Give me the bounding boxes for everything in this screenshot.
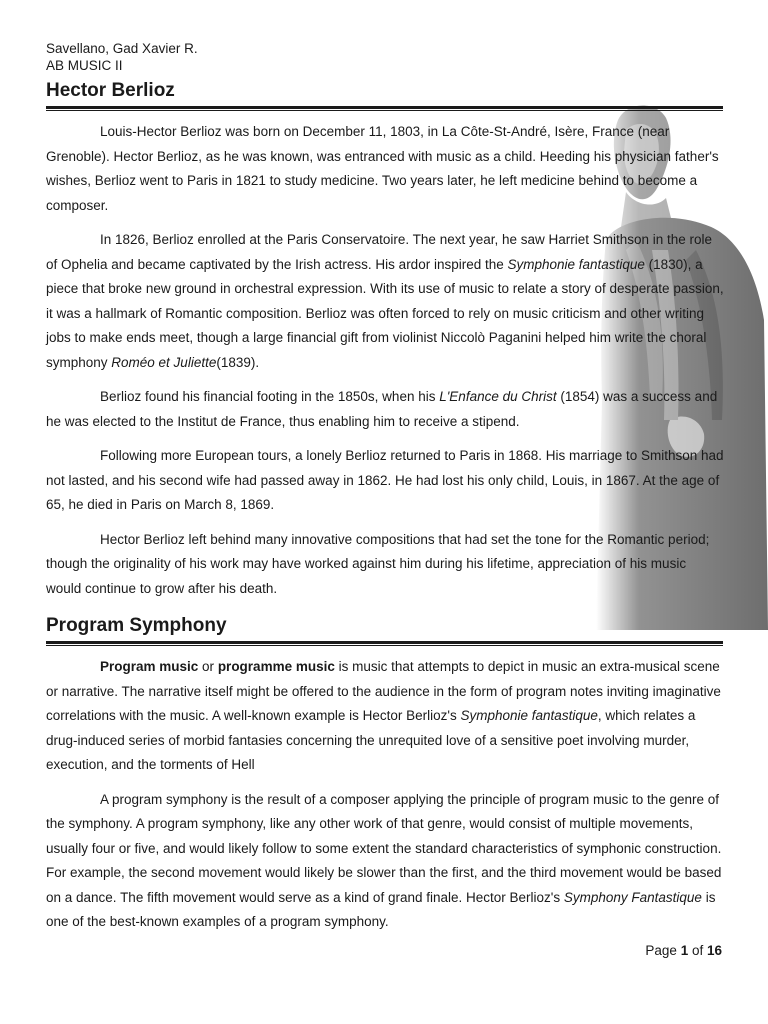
text-run: (1839). <box>216 354 260 370</box>
text-run: (1830), a piece that broke new ground in orchestral expression. With its use of music to relate a story of desperate passion, it was a hallmark of Romantic composition. Berlioz was often forced to rely on music criticism and other writing jobs to make ends meet, though a large financial gift from violinist Niccolò Paganini helped him write the choral symphony <box>46 256 724 370</box>
page-total: 16 <box>706 943 722 958</box>
italic-title: Symphonie fantastique <box>460 708 598 723</box>
italic-title: Symphony Fantastique <box>563 889 702 905</box>
document-content <box>46 40 724 935</box>
page-label: Page <box>645 943 681 958</box>
text-run: is one of the best-known examples of a program symphony. <box>46 889 716 929</box>
text-run: A program symphony is the result of a composer applying the principle of program music to the genre of the symphony. A program symphony, like any other work of that genre, would consist of multiple movements, usually four or five, and would likely follow to some extent the standard characteristics of symphonic construction. For example, the second movement would likely be slower than the first, and the third movement would be based on a dance. The fifth movement would serve as a kind of grand finale. Hector Berlioz's <box>46 791 722 905</box>
author-name: Savellano, Gad Xavier R. <box>46 41 198 56</box>
course-name: AB MUSIC II <box>46 58 123 73</box>
page-number-footer <box>645 943 722 958</box>
text-run: or <box>198 659 218 674</box>
paragraph-program-music <box>46 655 724 778</box>
bold-term: Program music <box>100 659 199 674</box>
paragraph-conservatoire <box>46 228 724 375</box>
paragraph-legacy: Hector Berlioz left behind many innovative compositions that had set the tone for the Romantic period; though the originality of his work may have worked against him during his lifetime, appreciation of his music would continue to grow after his death. <box>46 531 710 596</box>
paragraph-birth: Louis-Hector Berlioz was born on December 11, 1803, in La Côte-St-André, Isère, France (near Grenoble). Hector Berlioz, as he was known, was entranced with music as a child. Heeding his physician father's wishes, Berlioz went to Paris in 1821 to study medicine. Two years later, he left medicine behind to become a composer. <box>46 124 719 213</box>
italic-title: Roméo et Juliette <box>111 354 217 370</box>
text-run: is music that attempts to depict in music an extra-musical scene or narrative. The narrative itself might be offered to the audience in the form of program notes inviting imaginative correlations with the music. A well-known example is Hector Berlioz's <box>46 659 721 723</box>
text-run: In 1826, Berlioz enrolled at the Paris Conservatoire. The next year, he saw Harriet Smithson in the role of Ophelia and became captivated by the Irish actress. His ardor inspired the <box>46 232 713 272</box>
section-heading-program-symphony: Program Symphony <box>46 615 227 636</box>
italic-title: L'Enfance du Christ <box>439 389 557 404</box>
section-heading-hector-berlioz: Hector Berlioz <box>46 80 175 101</box>
text-run: Berlioz found his financial footing in the 1850s, when his <box>100 389 440 404</box>
italic-title: Symphonie fantastique <box>507 256 645 272</box>
page-current: 1 <box>680 943 689 958</box>
paragraph-financial <box>46 385 724 434</box>
bold-term: programme music <box>217 659 335 674</box>
paragraph-later-life: Following more European tours, a lonely Berlioz returned to Paris in 1868. His marriage to Smithson had not lasted, and his second wife had passed away in 1862. He had lost his only child, Louis, in 1867. At the age of 65, he died in Paris on March 8, 1869. <box>46 448 724 512</box>
page-of-label: of <box>688 943 707 958</box>
paragraph-program-symphony <box>46 788 724 935</box>
text-run: , which relates a drug-induced series of morbid fantasies concerning the unrequited love of a sensitive poet involving murder, execution, and the torments of Hell <box>46 708 696 772</box>
text-run: (1854) was a success and he was elected to the Institut de France, thus enabling him to receive a stipend. <box>46 389 718 429</box>
